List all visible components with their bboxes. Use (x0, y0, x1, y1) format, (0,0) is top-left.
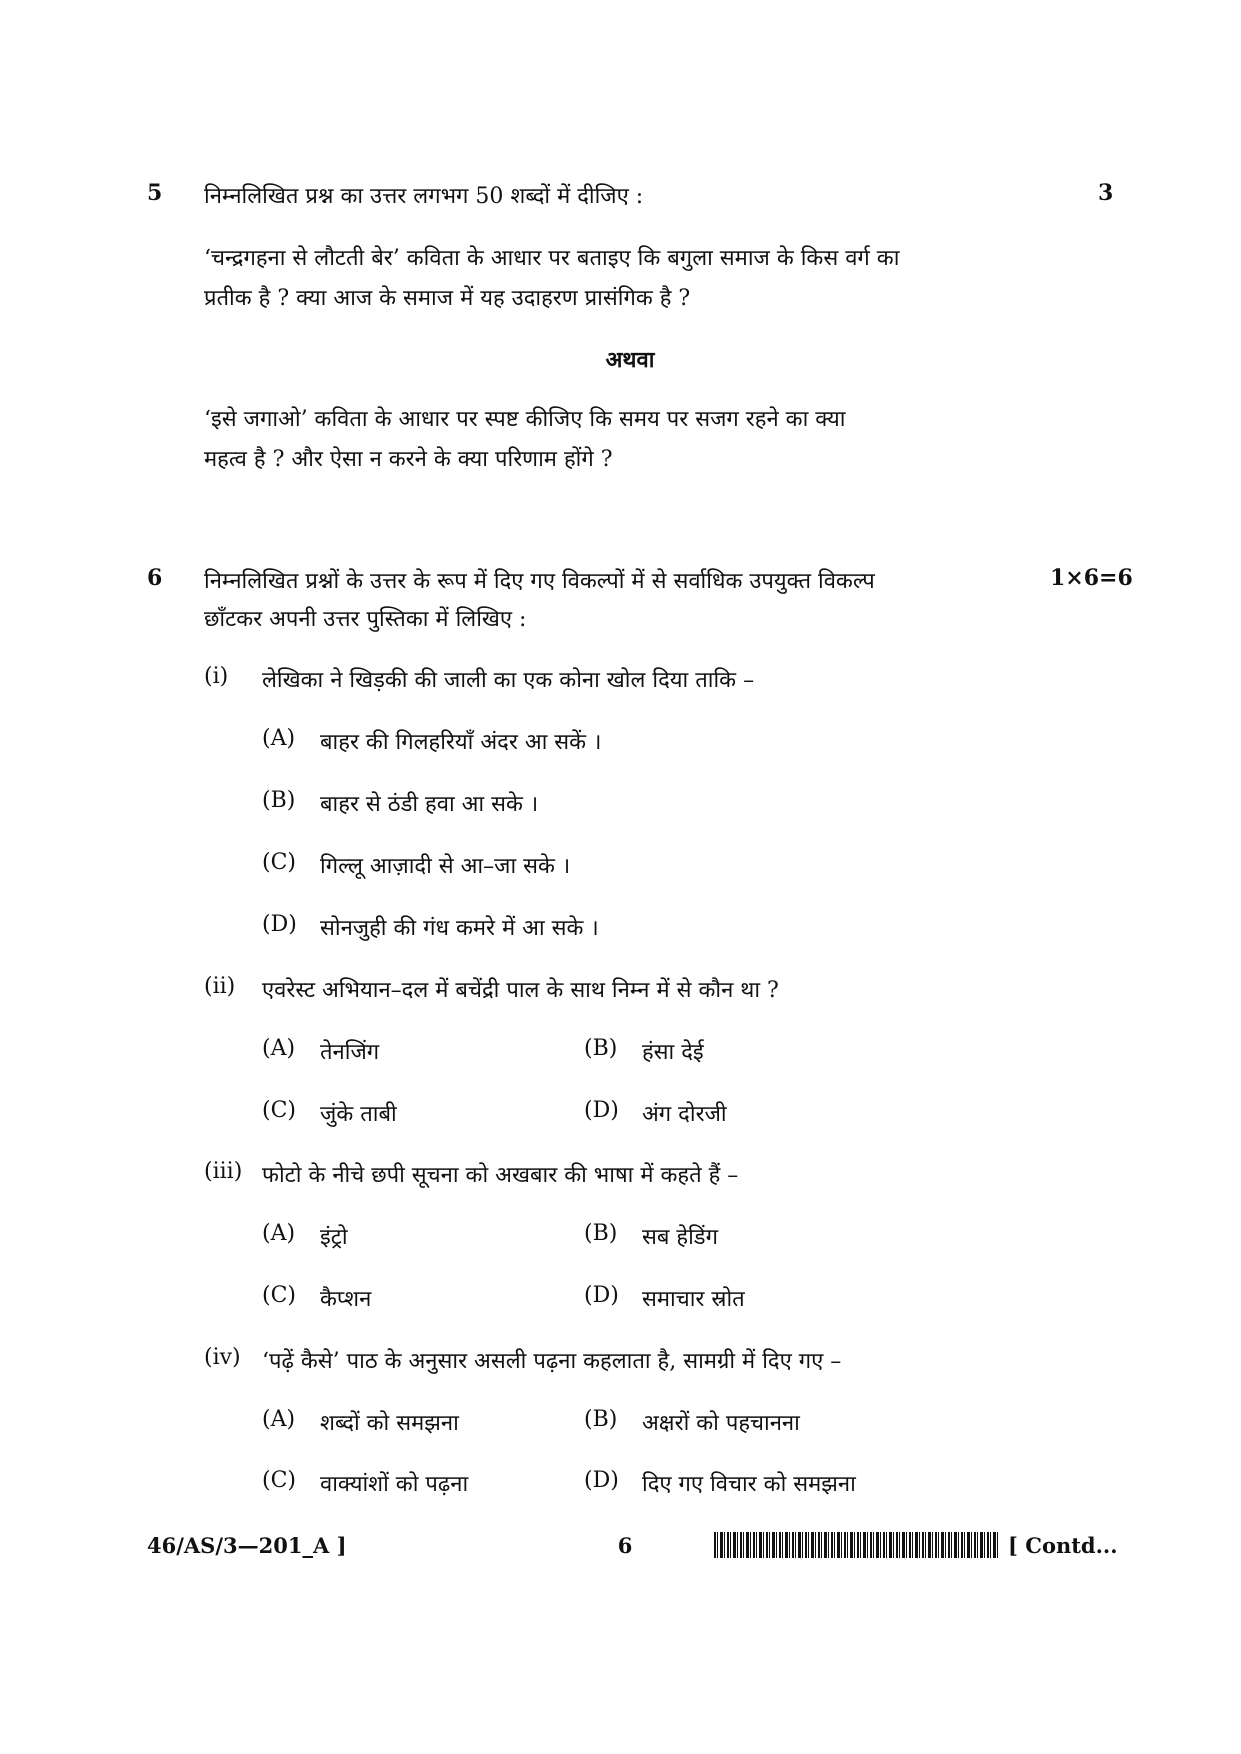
option-label: (D) (262, 912, 297, 937)
paper-code: 46/AS/3—201_A ] (147, 1533, 347, 1558)
option-label: (C) (262, 1468, 296, 1493)
option-text: जुंके ताबी (320, 1102, 397, 1127)
option-label: (A) (262, 1221, 296, 1246)
option-label: (B) (262, 788, 296, 813)
q6-item-question: फोटो के नीचे छपी सूचना को अखबार की भाषा में कहते हैं – (262, 1163, 739, 1188)
barcode (714, 1532, 1000, 1558)
option-text: अक्षरों को पहचानना (642, 1411, 800, 1436)
q6-instruction-line2: छाँटकर अपनी उत्तर पुस्तिका में लिखिए : (204, 607, 527, 632)
page-number: 6 (617, 1533, 633, 1558)
option-label: (C) (262, 850, 296, 875)
option-text: तेनजिंग (320, 1040, 380, 1065)
option-label: (C) (262, 1283, 296, 1308)
contd-label: [ Contd... (1008, 1533, 1118, 1558)
option-text: सब हेडिंग (642, 1225, 718, 1250)
option-text: दिए गए विचार को समझना (642, 1472, 856, 1497)
option-text: बाहर से ठंडी हवा आ सके । (320, 792, 539, 817)
q6-item-label: (iv) (204, 1345, 241, 1370)
q5-alt-line2: महत्व है ? और ऐसा न करने के क्या परिणाम होंगे ? (204, 447, 613, 472)
q6-number: 6 (147, 565, 163, 591)
option-label: (D) (584, 1468, 619, 1493)
q6-item-question: एवरेस्ट अभियान–दल में बचेंद्री पाल के साथ निम्न में से कौन था ? (262, 978, 779, 1003)
q5-alt-line1: ‘इसे जगाओ’ कविता के आधार पर स्पष्ट कीजिए कि समय पर सजग रहने का क्या (204, 407, 846, 432)
option-text: समाचार स्रोत (642, 1287, 745, 1312)
option-text: कैप्शन (320, 1287, 372, 1312)
option-label: (C) (262, 1098, 296, 1123)
option-text: इंट्रो (320, 1225, 348, 1250)
option-label: (A) (262, 1036, 296, 1061)
option-label: (A) (262, 726, 296, 751)
q6-item-question: लेखिका ने खिड़की की जाली का एक कोना खोल दिया ताकि – (262, 668, 755, 693)
option-text: बाहर की गिलहरियाँ अंदर आ सकें । (320, 730, 602, 755)
q6-item-question: ‘पढ़ें कैसे’ पाठ के अनुसार असली पढ़ना कहलाता है, सामग्री में दिए गए – (262, 1349, 842, 1374)
q5-number: 5 (147, 180, 163, 206)
option-text: हंसा देई (642, 1040, 704, 1065)
option-label: (B) (584, 1036, 618, 1061)
option-label: (A) (262, 1407, 296, 1432)
option-label: (D) (584, 1098, 619, 1123)
q6-instruction-line1: निम्नलिखित प्रश्नों के उत्तर के रूप में दिए गए विकल्पों में से सर्वाधिक उपयुक्त विकल्प (204, 569, 875, 594)
option-text: गिल्लू आज़ादी से आ–जा सके । (320, 854, 571, 879)
q6-marks: 1×6=6 (1050, 565, 1133, 591)
q5-text-line1: ‘चन्द्रगहना से लौटती बेर’ कविता के आधार पर बताइए कि बगुला समाज के किस वर्ग का (204, 246, 900, 271)
q6-item-label: (i) (204, 664, 229, 689)
option-text: अंग दोरजी (642, 1102, 727, 1127)
q5-instruction: निम्नलिखित प्रश्न का उत्तर लगभग 50 शब्दों में दीजिए : (204, 184, 644, 209)
option-text: सोनजुही की गंध कमरे में आ सके । (320, 916, 599, 941)
q5-marks: 3 (1098, 180, 1114, 206)
option-text: शब्दों को समझना (320, 1411, 459, 1436)
option-label: (B) (584, 1221, 618, 1246)
or-label: अथवा (605, 347, 655, 373)
q6-item-label: (ii) (204, 974, 236, 999)
q6-item-label: (iii) (204, 1159, 243, 1184)
option-label: (D) (584, 1283, 619, 1308)
option-label: (B) (584, 1407, 618, 1432)
option-text: वाक्यांशों को पढ़ना (320, 1472, 469, 1497)
q5-text-line2: प्रतीक है ? क्या आज के समाज में यह उदाहरण प्रासंगिक है ? (204, 286, 691, 311)
